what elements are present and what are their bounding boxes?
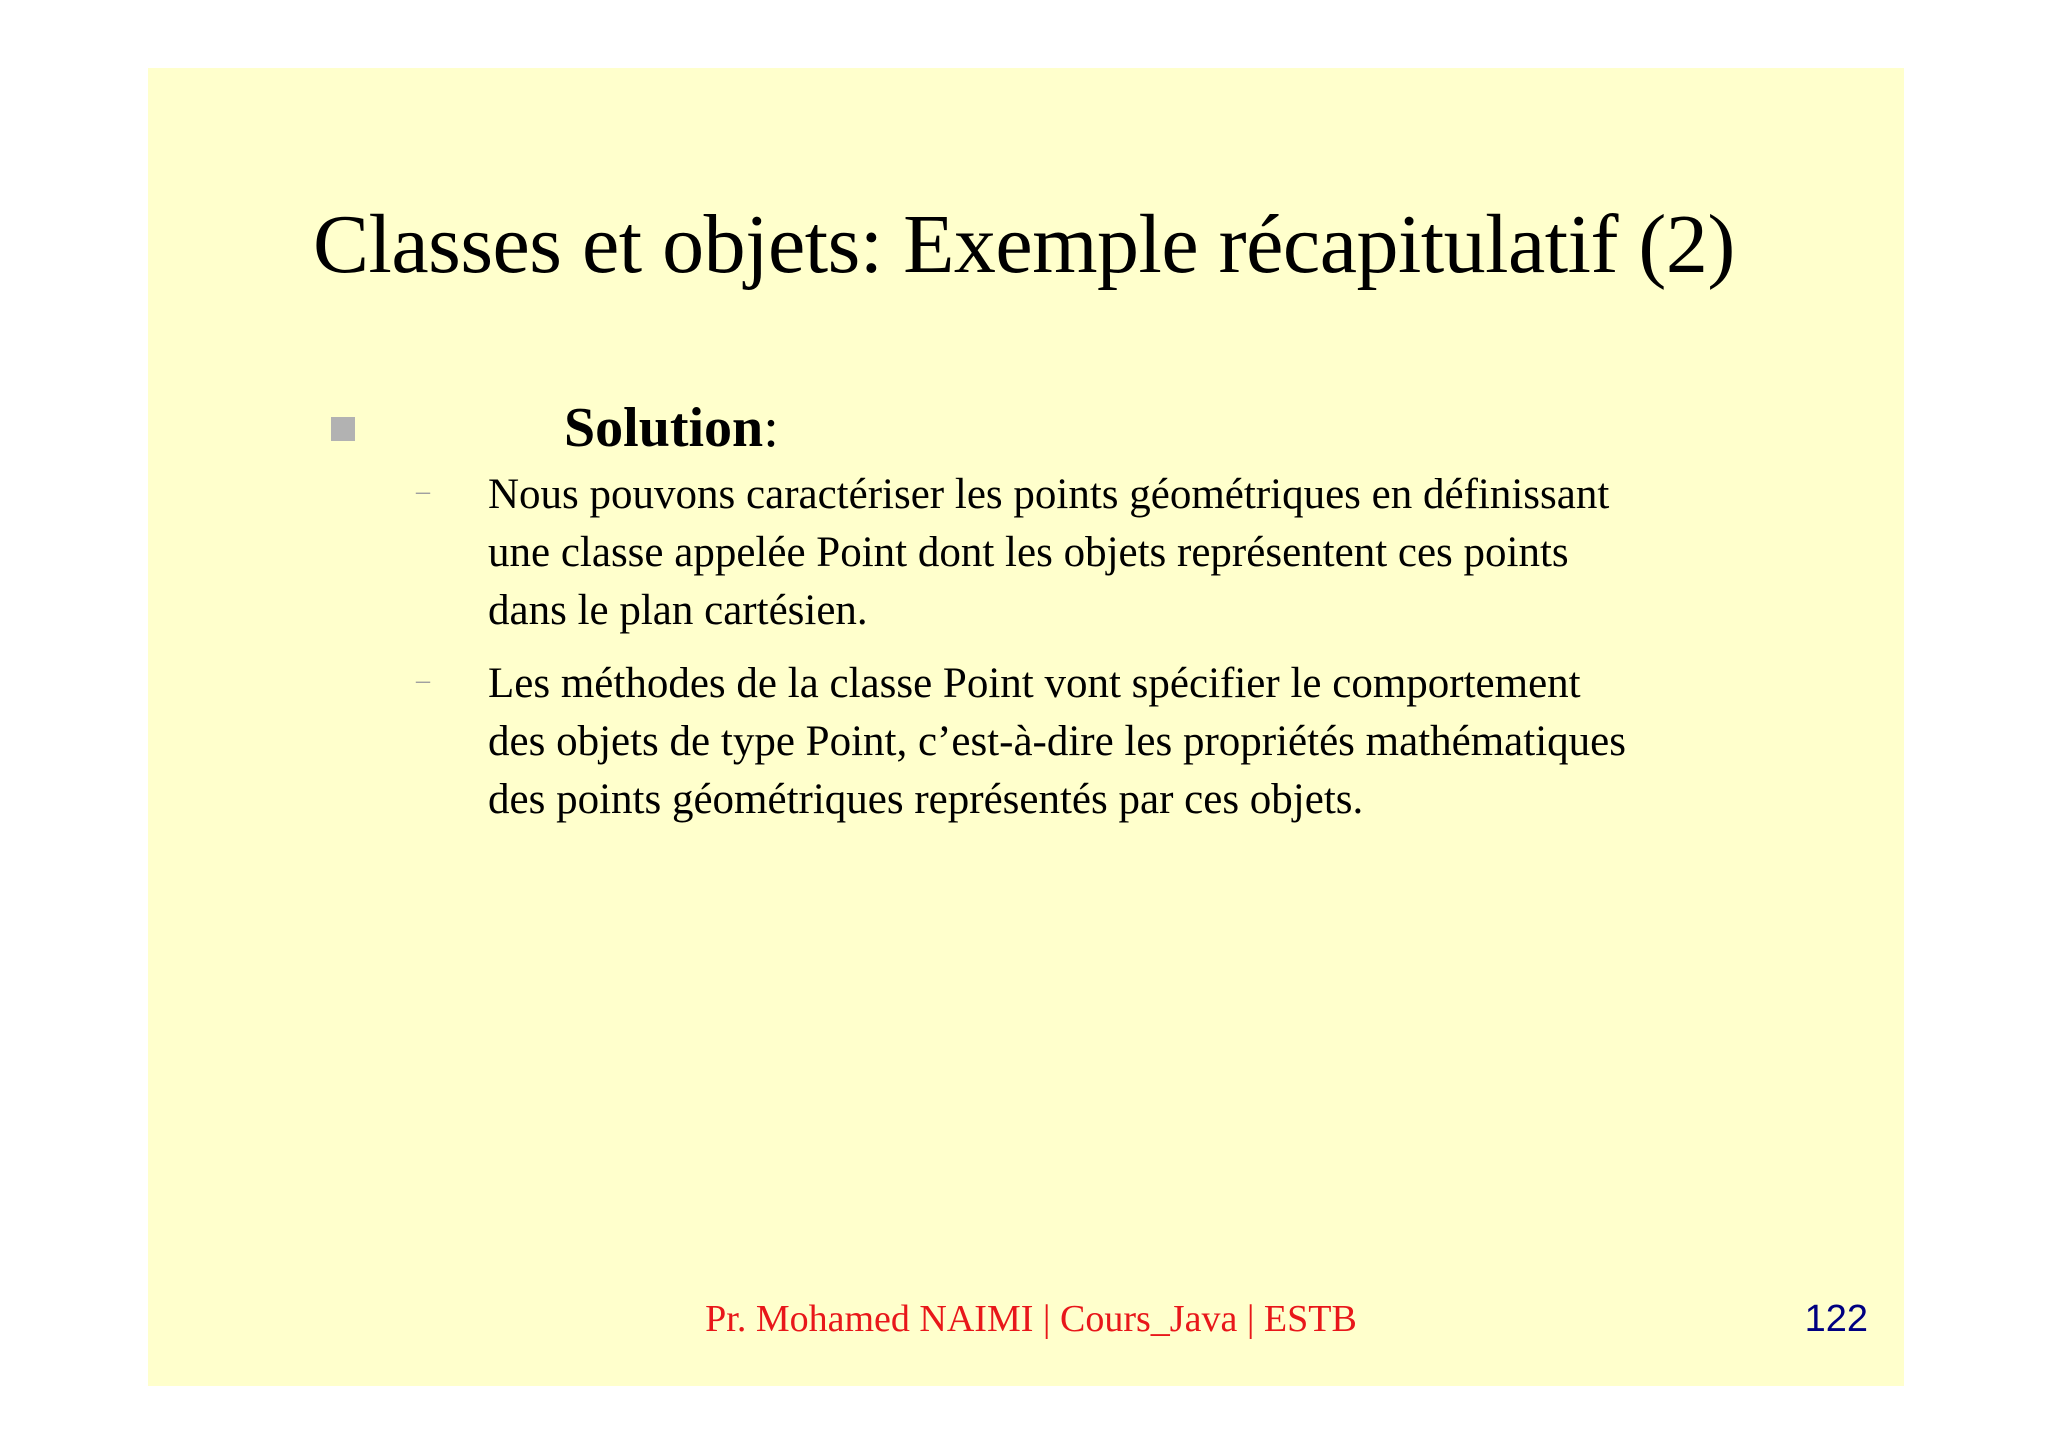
sub-item-line: Les méthodes de la classe Point vont spécifier le comportement bbox=[488, 660, 1581, 707]
dash-bullet-icon: – bbox=[416, 665, 430, 696]
slide-title: Classes et objets: Exemple récapitulatif (2) bbox=[313, 198, 1735, 291]
bullet-label-suffix: : bbox=[763, 397, 779, 459]
bullet-label-bold: Solution bbox=[564, 397, 764, 459]
slide bbox=[148, 68, 1904, 1386]
sub-item-line: des points géométriques représentés par ces objets. bbox=[488, 776, 1364, 823]
sub-item-line: une classe appelée Point dont les objets représentent ces points bbox=[488, 529, 1569, 576]
sub-item-line: Nous pouvons caractériser les points géométriques en définissant bbox=[488, 471, 1610, 518]
sub-item-line: dans le plan cartésien. bbox=[488, 587, 868, 634]
page-number: 122 bbox=[1804, 1298, 1868, 1340]
square-bullet-icon bbox=[331, 417, 355, 441]
bullet-label bbox=[564, 393, 779, 463]
sub-item-line: des objets de type Point, c’est-à-dire les propriétés mathématiques bbox=[488, 718, 1626, 765]
dash-bullet-icon: – bbox=[416, 476, 430, 507]
slide-footer: Pr. Mohamed NAIMI | Cours_Java | ESTB bbox=[705, 1298, 1357, 1340]
